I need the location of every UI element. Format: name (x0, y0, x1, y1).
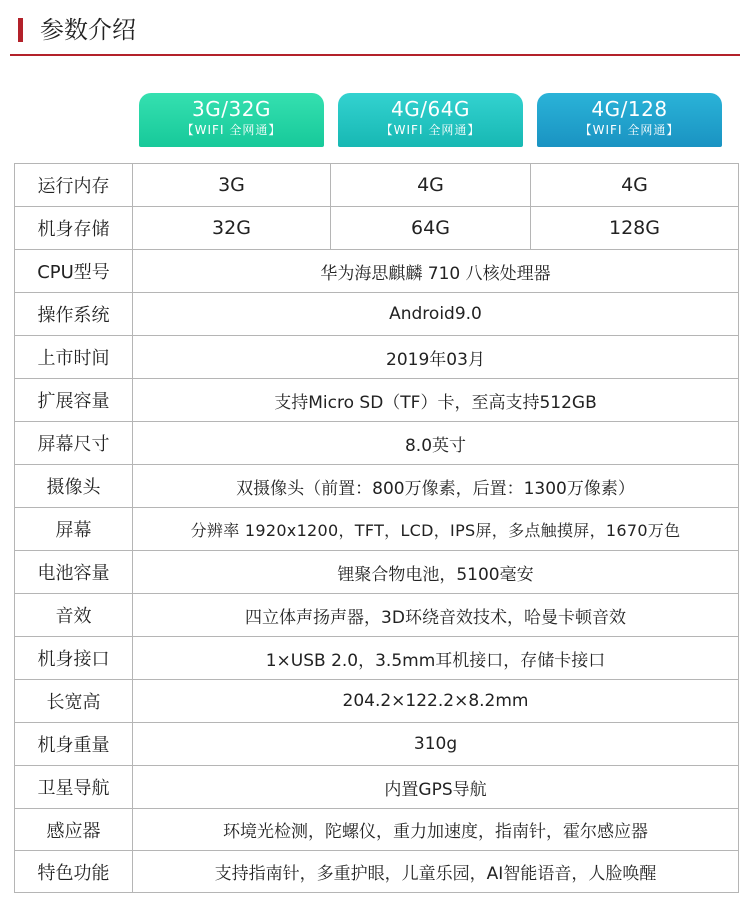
row-label: 摄像头 (15, 465, 133, 508)
tab-model-label: 3G/32G (192, 97, 271, 121)
table-cell: Android9.0 (133, 293, 739, 336)
table-cell: 64G (331, 207, 531, 250)
row-label: 机身存储 (15, 207, 133, 250)
table-cell: 4G (531, 164, 739, 207)
table-cell: 四立体声扬声器，3D环绕音效技术，哈曼卡顿音效 (133, 594, 739, 637)
table-cell: 310g (133, 723, 739, 766)
table-cell: 分辨率 1920x1200，TFT，LCD，IPS屏，多点触摸屏，1670万色 (133, 508, 739, 551)
row-label: 机身重量 (15, 723, 133, 766)
row-label: 音效 (15, 594, 133, 637)
table-row (15, 465, 739, 508)
table-cell: 204.2×122.2×8.2mm (133, 680, 739, 723)
row-label: 特色功能 (15, 851, 133, 893)
table-row (15, 637, 739, 680)
row-label: 卫星导航 (15, 766, 133, 809)
table-cell: 3G (133, 164, 331, 207)
table-row (15, 250, 739, 293)
table-cell: 128G (531, 207, 739, 250)
table-cell: 8.0英寸 (133, 422, 739, 465)
tab-4g-64g[interactable] (338, 93, 523, 147)
row-label: CPU型号 (15, 250, 133, 293)
header-divider (10, 54, 740, 56)
tab-model-label: 4G/128 (591, 97, 668, 121)
table-cell: 支持指南针，多重护眼，儿童乐园，AI智能语音，人脸唤醒 (133, 851, 739, 893)
table-row (15, 508, 739, 551)
row-label: 屏幕尺寸 (15, 422, 133, 465)
table-cell: 支持Micro SD（TF）卡，至高支持512GB (133, 379, 739, 422)
table-cell: 1×USB 2.0，3.5mm耳机接口，存储卡接口 (133, 637, 739, 680)
spec-table (14, 163, 739, 893)
table-row (15, 723, 739, 766)
table-row (15, 766, 739, 809)
table-cell: 双摄像头（前置：800万像素，后置：1300万像素） (133, 465, 739, 508)
table-cell: 内置GPS导航 (133, 766, 739, 809)
row-label: 长宽高 (15, 680, 133, 723)
tab-network-label: 【WIFI 全网通】 (181, 123, 282, 137)
tab-network-label: 【WIFI 全网通】 (579, 123, 680, 137)
row-label: 运行内存 (15, 164, 133, 207)
table-row (15, 336, 739, 379)
table-row (15, 594, 739, 637)
table-row (15, 293, 739, 336)
table-row (15, 207, 739, 250)
tab-network-label: 【WIFI 全网通】 (380, 123, 481, 137)
table-row (15, 379, 739, 422)
row-label: 电池容量 (15, 551, 133, 594)
tab-4g-128[interactable] (537, 93, 722, 147)
table-row (15, 164, 739, 207)
table-row (15, 851, 739, 893)
table-cell: 32G (133, 207, 331, 250)
table-row (15, 422, 739, 465)
row-label: 扩展容量 (15, 379, 133, 422)
table-row (15, 680, 739, 723)
table-row (15, 551, 739, 594)
tab-3g-32g[interactable] (139, 93, 324, 147)
table-cell: 2019年03月 (133, 336, 739, 379)
section-header (0, 0, 750, 56)
table-cell: 锂聚合物电池，5100毫安 (133, 551, 739, 594)
accent-bar (18, 18, 23, 42)
tab-model-label: 4G/64G (391, 97, 470, 121)
row-label: 操作系统 (15, 293, 133, 336)
row-label: 感应器 (15, 809, 133, 851)
section-title: 参数介绍 (40, 16, 136, 44)
row-label: 上市时间 (15, 336, 133, 379)
table-cell: 环境光检测，陀螺仪，重力加速度，指南针，霍尔感应器 (133, 809, 739, 851)
row-label: 屏幕 (15, 508, 133, 551)
table-row (15, 809, 739, 851)
table-cell: 华为海思麒麟 710 八核处理器 (133, 250, 739, 293)
table-cell: 4G (331, 164, 531, 207)
row-label: 机身接口 (15, 637, 133, 680)
